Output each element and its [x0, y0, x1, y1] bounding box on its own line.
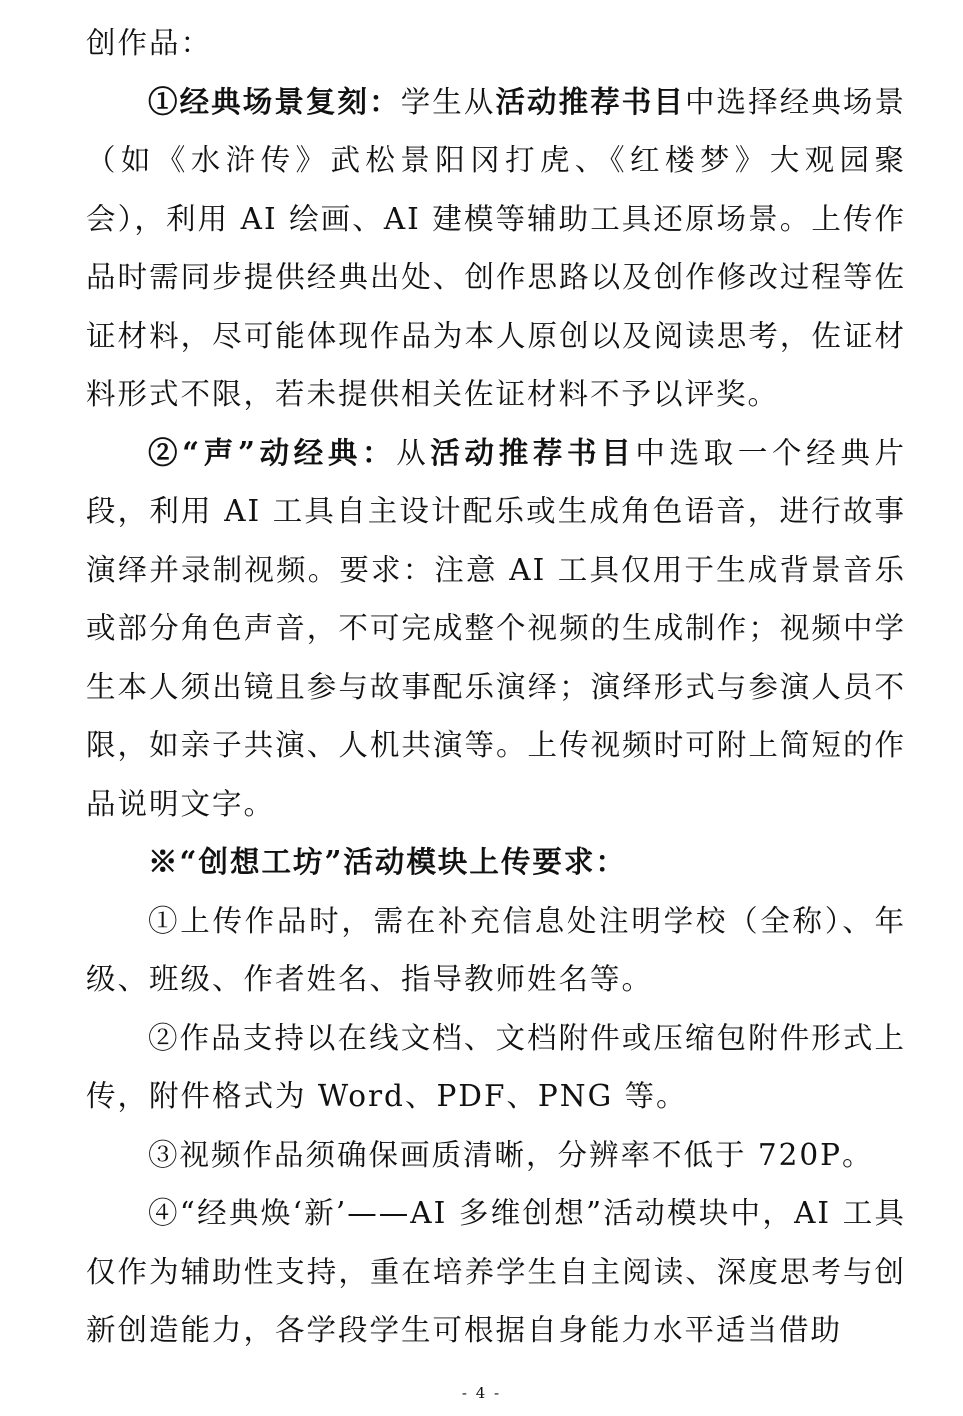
paragraph-requirement-1 — [86, 892, 906, 1009]
paragraph-text: 中选取一个经典片段，利用 AI 工具自主设计配乐或生成角色语音，进行故事演绎并录制视频。要求：注意 AI 工具仅用于生成背景音乐或部分角色声音，不可完成整个视频的生成制作；视频中学生本人须出镜且参与故事配乐演绎；演绎形式与参演人员不限，如亲子共演、人机共演等。上传视频时可附上简短的作品说明文字。 — [86, 435, 906, 821]
paragraph-requirement-2 — [86, 1009, 906, 1126]
paragraph-continuation — [86, 14, 906, 73]
section-heading-upload-requirements — [86, 833, 906, 892]
section-heading: ※“创想工坊”活动模块上传要求： — [148, 844, 627, 879]
paragraph-text: ③视频作品须确保画质清晰，分辨率不低于 720P。 — [148, 1137, 874, 1172]
item-heading: ①经典场景复刻： — [148, 83, 401, 119]
paragraph-text: 从 — [396, 435, 431, 470]
paragraph-requirement-4 — [86, 1184, 906, 1360]
document-body — [86, 14, 906, 1360]
emphasis-text: 活动推荐书目 — [430, 434, 636, 470]
paragraph-text: 创作品： — [86, 26, 213, 60]
emphasis-text: 活动推荐书目 — [495, 83, 685, 119]
paragraph-requirement-3 — [86, 1126, 906, 1185]
paragraph-voice-classic — [86, 424, 906, 834]
page-number: - 4 - — [461, 1384, 502, 1402]
paragraph-text: ①上传作品时，需在补充信息处注明学校（全称）、年级、班级、作者姓名、指导教师姓名等。 — [86, 903, 906, 996]
item-heading: ②“声”动经典： — [148, 434, 397, 470]
paragraph-text: ②作品支持以在线文档、文档附件或压缩包附件形式上传，附件格式为 Word、PDF、PNG 等。 — [86, 1020, 906, 1113]
paragraph-text: 中选择经典场景（如《水浒传》武松景阳冈打虎、《红楼梦》大观园聚会），利用 AI 绘画、AI 建模等辅助工具还原场景。上传作品时需同步提供经典出处、创作思路以及创作修改过程等佐证材料，尽可能体现作品为本人原创以及阅读思考，佐证材料形式不限，若未提供相关佐证材料不予以评奖。 — [86, 84, 906, 411]
paragraph-classic-scene-replica — [86, 73, 906, 424]
paragraph-text: 学生从 — [400, 84, 496, 119]
paragraph-text: ④“经典焕‘新’——AI 多维创想”活动模块中，AI 工具仅作为辅助性支持，重在培养学生自主阅读、深度思考与创新创造能力，各学段学生可根据自身能力水平适当借助 — [86, 1196, 906, 1347]
